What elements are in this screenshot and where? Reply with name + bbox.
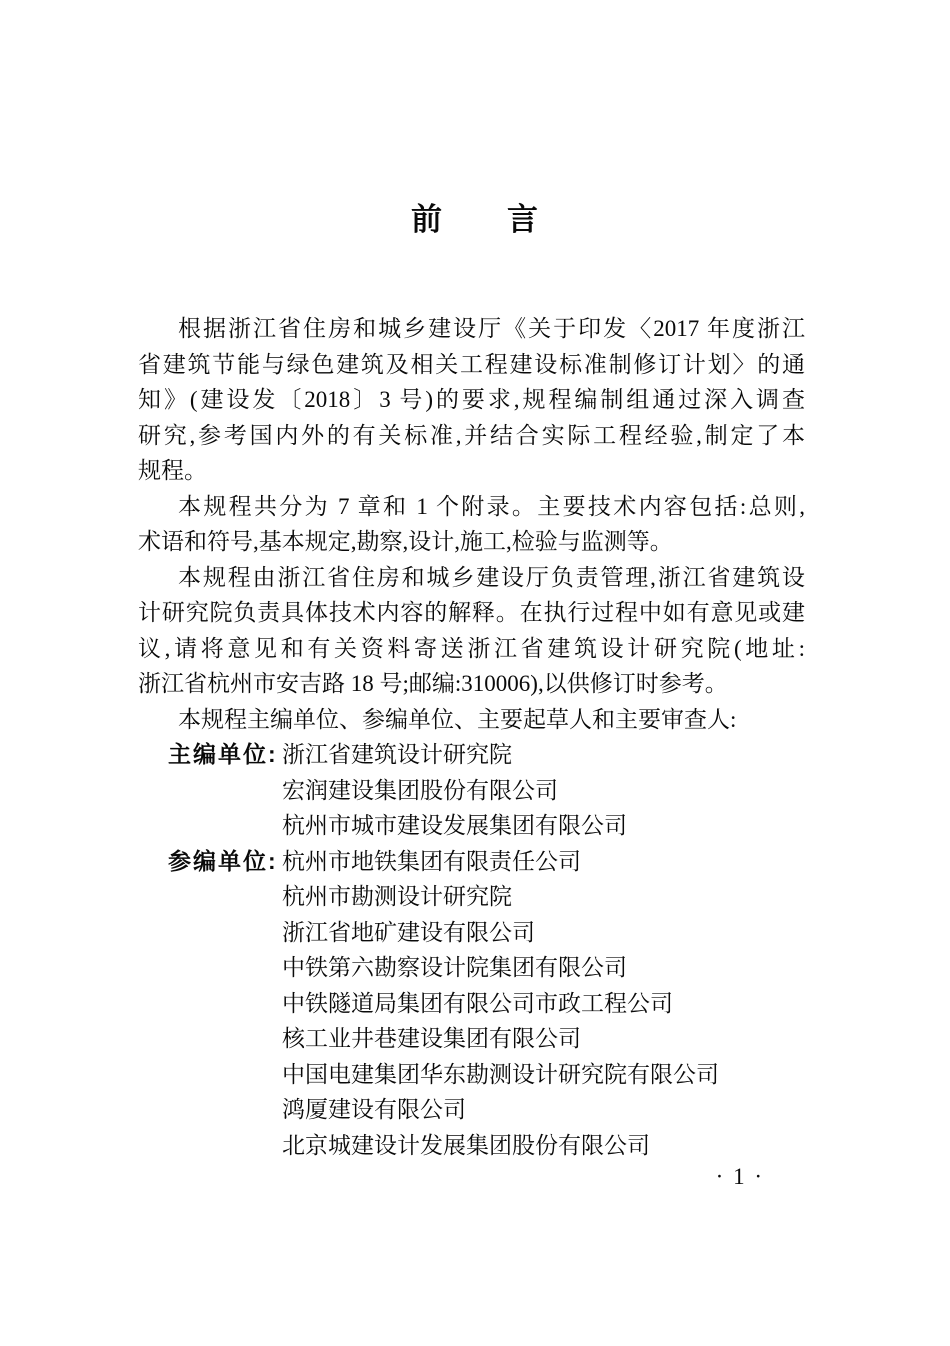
unit-list — [282, 844, 805, 1164]
unit-group-label: 参编单位: — [168, 847, 278, 874]
paragraph-line: 本规程共分为 7 章和 1 个附录。主要技术内容包括:总则, — [178, 493, 805, 519]
unit-name: 宏润建设集团股份有限公司 — [282, 777, 558, 803]
paragraph-line: 术语和符号,基本规定,勘察,设计,施工,检验与监测等。 — [138, 529, 673, 554]
unit-name: 中铁第六勘察设计院集团有限公司 — [282, 955, 627, 980]
unit-name: 杭州市勘测设计研究院 — [282, 884, 512, 909]
unit-name: 浙江省地矿建设有限公司 — [282, 919, 535, 945]
unit-name: 鸿厦建设有限公司 — [282, 1097, 466, 1122]
paragraph-line: 本规程由浙江省住房和城乡建设厅负责管理,浙江省建筑设 — [178, 564, 805, 590]
preface-title: 前 言 — [411, 202, 539, 237]
preface-body — [138, 311, 805, 1163]
unit-name: 浙江省建筑设计研究院 — [282, 742, 512, 767]
paragraph-line: 省建筑节能与绿色建筑及相关工程建设标准制修订计划〉的通 — [138, 351, 805, 377]
page-number: · 1 · — [715, 1164, 764, 1189]
paragraph-line: 议,请将意见和有关资料寄送浙江省建筑设计研究院(地址: — [138, 635, 805, 661]
unit-list — [282, 737, 805, 844]
unit-name: 杭州市地铁集团有限责任公司 — [282, 848, 581, 874]
paragraph-line: 知》(建设发〔2018〕3 号)的要求,规程编制组通过深入调查 — [138, 387, 805, 412]
unit-group-chief — [138, 737, 805, 844]
paragraph-line: 研究,参考国内外的有关标准,并结合实际工程经验,制定了本 — [138, 422, 805, 448]
unit-name: 核工业井巷建设集团有限公司 — [282, 1026, 581, 1051]
unit-name: 中国电建集团华东勘测设计研究院有限公司 — [282, 1061, 719, 1087]
paragraph-line: 根据浙江省住房和城乡建设厅《关于印发〈2017 年度浙江 — [178, 316, 805, 341]
paragraph-line: 规程。 — [138, 458, 207, 483]
unit-name: 中铁隧道局集团有限公司市政工程公司 — [282, 990, 673, 1016]
paragraph-line: 计研究院负责具体技术内容的解释。在执行过程中如有意见或建 — [138, 600, 805, 625]
unit-name: 杭州市城市建设发展集团有限公司 — [282, 813, 627, 838]
paragraph-line: 本规程主编单位、参编单位、主要起草人和主要审查人: — [178, 706, 737, 732]
unit-name: 北京城建设计发展集团股份有限公司 — [282, 1132, 650, 1158]
unit-group-participating — [138, 844, 805, 1164]
paragraph-line: 浙江省杭州市安吉路 18 号;邮编:310006),以供修订时参考。 — [138, 671, 728, 696]
unit-group-label: 主编单位: — [168, 741, 278, 767]
